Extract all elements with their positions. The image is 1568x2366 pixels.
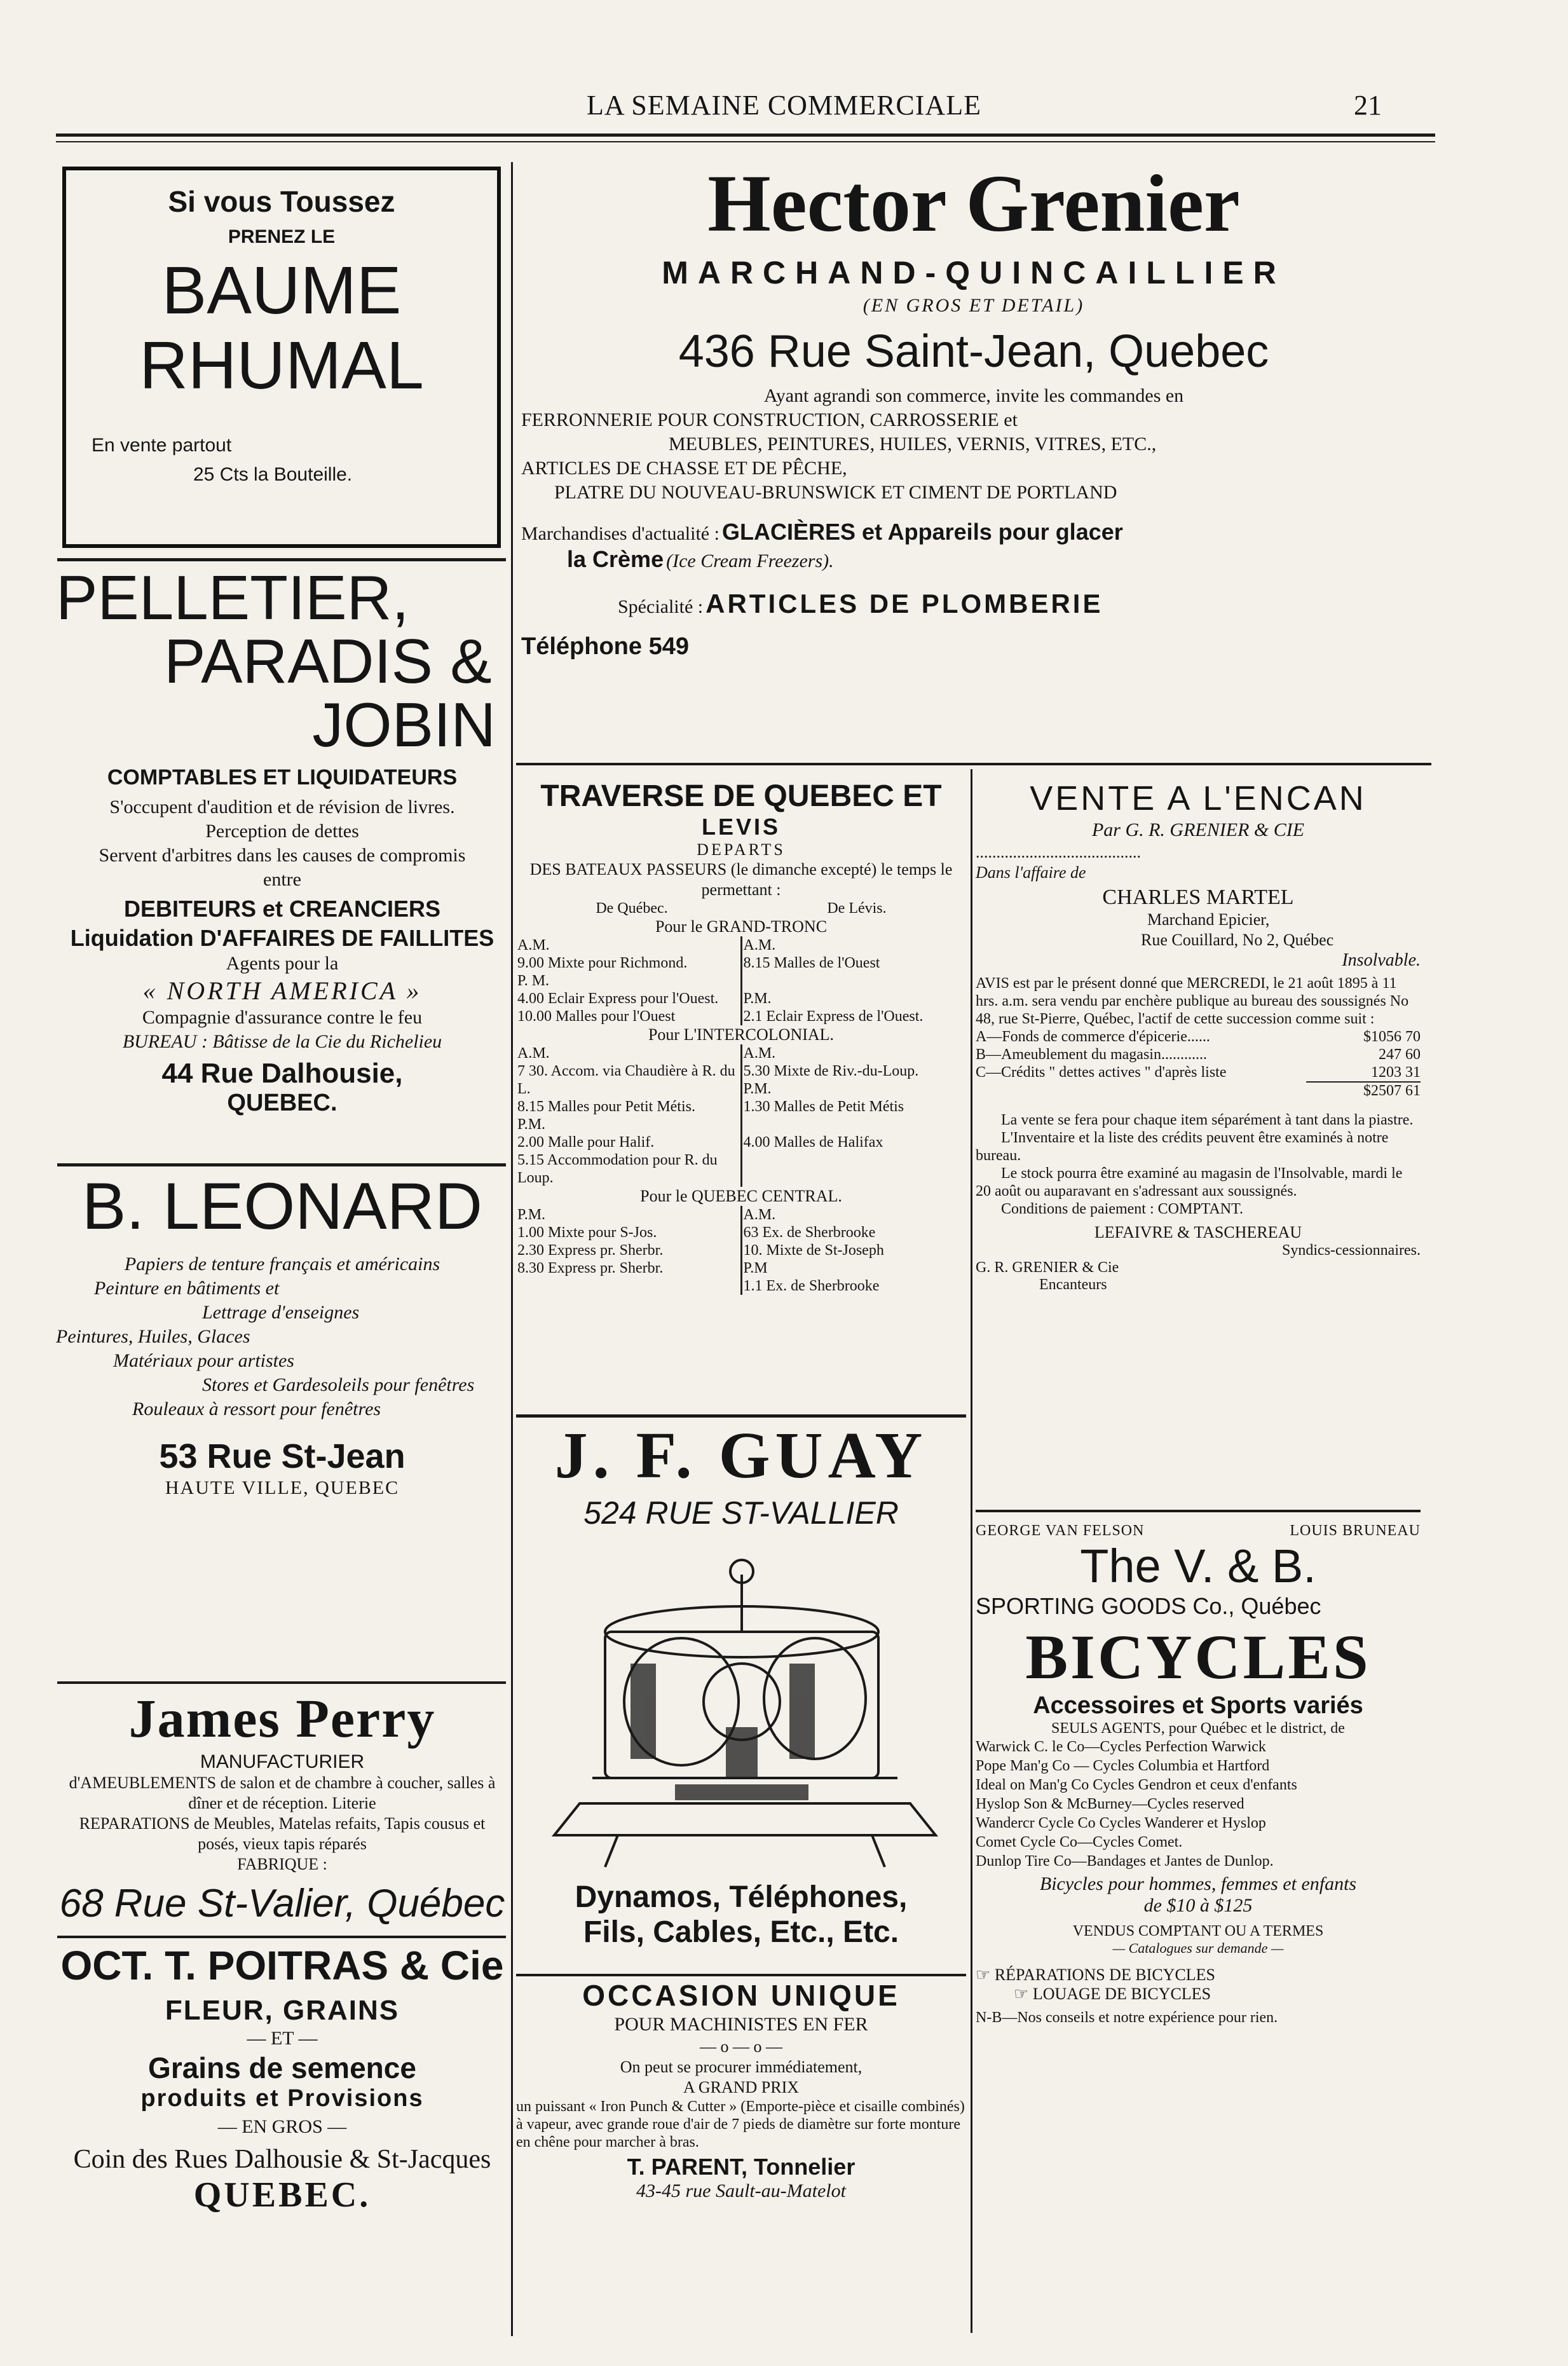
leonard-l3: Lettrage d'enseignes bbox=[202, 1302, 360, 1323]
encan-item-row bbox=[976, 1046, 1421, 1063]
pointing-hand-icon: ☞ bbox=[976, 1966, 991, 1984]
poitras-l5: — EN GROS — bbox=[217, 2116, 347, 2137]
poitras-l4: produits et Provisions bbox=[140, 2085, 424, 2112]
schedule-entry: 1.00 Mixte pour S-Jos. bbox=[517, 1224, 657, 1241]
masthead-title: LA SEMAINE COMMERCIALE bbox=[587, 90, 981, 121]
pelletier-subtitle: COMPTABLES ET LIQUIDATEURS bbox=[107, 765, 458, 790]
encan-addr: Rue Couillard, No 2, Québec bbox=[1141, 931, 1334, 949]
vb-big: BICYCLES bbox=[1025, 1622, 1371, 1692]
guay-l2: Fils, Cables, Etc., Etc. bbox=[583, 1915, 899, 1949]
vb-l13: RÉPARATIONS DE BICYCLES bbox=[994, 1966, 1216, 1984]
poitras-ad bbox=[56, 1940, 508, 2215]
schedule-entry: 8.30 Express pr. Sherbr. bbox=[517, 1260, 664, 1276]
pelletier-l1: S'occupent d'audition et de révision de livres. bbox=[109, 797, 455, 817]
encan-t3: L'Inventaire et la liste des crédits peuvent être examinés à notre bureau. bbox=[976, 1130, 1389, 1164]
grenier-l2: FERRONNERIE POUR CONSTRUCTION, CARROSSERIE et bbox=[521, 409, 1018, 430]
grenier-l6b: GLACIÈRES et Appareils pour glacer bbox=[721, 519, 1123, 545]
traverse-note: DES BATEAUX PASSEURS (le dimanche excepté) le temps le permettant : bbox=[529, 860, 953, 899]
leonard-l9: HAUTE VILLE, QUEBEC bbox=[165, 1477, 400, 1498]
encan-trade: Marchand Epicier, bbox=[1147, 910, 1270, 929]
baume-line1: Si vous Toussez bbox=[168, 185, 395, 218]
poitras-l6: Coin des Rues Dalhousie & St-Jacques bbox=[73, 2145, 491, 2174]
schedule-grand-tronc bbox=[516, 936, 966, 1025]
occasion-l6: T. PARENT, Tonnelier bbox=[627, 2154, 856, 2180]
header-rule bbox=[56, 133, 1435, 137]
grenier-address: 436 Rue Saint-Jean, Quebec bbox=[678, 326, 1269, 377]
page-number: 21 bbox=[1354, 90, 1382, 121]
schedule-entry: A.M. bbox=[743, 1045, 776, 1062]
schedule-entry: 9.00 Mixte pour Richmond. bbox=[517, 955, 688, 971]
grenier-phone: Téléphone 549 bbox=[521, 633, 689, 660]
perry-l4: 68 Rue St-Valier, Québec bbox=[59, 1882, 505, 1925]
grenier-l6a: Marchandises d'actualité : bbox=[521, 523, 719, 544]
pelletier-ad bbox=[56, 563, 508, 1117]
schedule-entry: 7 30. Accom. via Chaudière à R. du L. bbox=[517, 1063, 735, 1097]
baume-line6: 25 Cts la Bouteille. bbox=[193, 464, 353, 485]
vb-acc: Accessoires et Sports variés bbox=[1033, 1692, 1363, 1719]
schedule-entry: 1.1 Ex. de Sherbrooke bbox=[743, 1278, 880, 1294]
poitras-l7: QUEBEC. bbox=[193, 2175, 371, 2215]
encan-title: VENTE A L'ENCAN bbox=[1030, 779, 1367, 817]
leonard-l5: Matériaux pour artistes bbox=[113, 1350, 294, 1371]
schedule-entry bbox=[744, 972, 965, 990]
encan-sig4: Encanteurs bbox=[1039, 1276, 1107, 1293]
encan-sig3: G. R. GRENIER & Cie bbox=[976, 1259, 1119, 1276]
encan-item-label: C—Crédits " dettes actives " d'après liste bbox=[976, 1064, 1227, 1081]
occasion-l5: un puissant « Iron Punch & Cutter » (Emporte-pièce et cisaille combinés) à vapeur, avec grande roue d'air de 7 pieds de diamètre sur forte monture en chêne pour marcher à bras. bbox=[516, 2098, 965, 2151]
pelletier-l6: Agents pour la bbox=[226, 953, 339, 974]
leonard-l8: 53 Rue St-Jean bbox=[159, 1437, 406, 1475]
vb-l15: N-B—Nos conseils et notre expérience pour rien. bbox=[976, 2009, 1278, 2026]
grenier-name: Hector Grenier bbox=[707, 158, 1240, 249]
schedule-entry: 8.15 Malles pour Petit Métis. bbox=[517, 1098, 695, 1115]
schedule-entry: P.M. bbox=[517, 1116, 546, 1133]
vb-l2: Warwick C. le Co—Cycles Perfection Warwick bbox=[976, 1739, 1266, 1755]
perry-l1: d'AMEUBLEMENTS de salon et de chambre à coucher, salles à dîner et de réception. Literie bbox=[69, 1774, 496, 1812]
encan-dots: ........................................ bbox=[976, 843, 1141, 861]
vb-right: LOUIS BRUNEAU bbox=[1290, 1522, 1421, 1539]
leonard-name: B. LEONARD bbox=[82, 1170, 482, 1243]
schedule-entry: 8.15 Malles de l'Ouest bbox=[743, 955, 880, 971]
grenier-l7b: (Ice Cream Freezers). bbox=[666, 550, 834, 571]
guay-l1: Dynamos, Téléphones, bbox=[575, 1880, 908, 1914]
occasion-l2: — o — o — bbox=[700, 2037, 782, 2056]
traverse-ad bbox=[516, 779, 966, 1295]
schedule-entry: 2.30 Express pr. Sherbr. bbox=[517, 1242, 664, 1259]
vb-name: The V. & B. bbox=[1080, 1540, 1316, 1592]
leonard-l1: Papiers de tenture français et américains bbox=[124, 1254, 440, 1275]
schedule-entry bbox=[744, 1116, 965, 1133]
column-divider bbox=[511, 162, 513, 2336]
schedule-entry: A.M. bbox=[517, 1045, 550, 1062]
header-rule-thin bbox=[56, 141, 1435, 142]
occasion-l1: POUR MACHINISTES EN FER bbox=[614, 2014, 868, 2035]
column-divider bbox=[971, 769, 972, 2333]
encan-ad bbox=[976, 779, 1421, 1294]
baume-line5: En vente partout bbox=[92, 435, 232, 456]
schedule-entry: A.M. bbox=[743, 937, 776, 954]
encan-t5: Conditions de paiement : COMPTANT. bbox=[1001, 1201, 1243, 1217]
guay-ad bbox=[516, 1421, 966, 1950]
occasion-ad bbox=[516, 1978, 966, 2202]
poitras-l3: Grains de semence bbox=[148, 2051, 416, 2084]
encan-sig1: LEFAIVRE & TASCHEREAU bbox=[1094, 1223, 1302, 1241]
pelletier-l10: 44 Rue Dalhousie, bbox=[161, 1058, 403, 1089]
vb-l8: Dunlop Tire Co—Bandages et Jantes de Dunlop. bbox=[976, 1853, 1274, 1870]
pelletier-name1: PELLETIER, bbox=[56, 563, 409, 633]
schedule-intercolonial bbox=[516, 1044, 966, 1187]
occasion-l3: On peut se procurer immédiatement, bbox=[620, 2058, 862, 2076]
schedule-entry: 1.30 Malles de Petit Métis bbox=[743, 1098, 904, 1115]
schedule-entry: P.M. bbox=[743, 990, 772, 1007]
occasion-l7: 43-45 rue Sault-au-Matelot bbox=[636, 2180, 846, 2201]
vb-l14: LOUAGE DE BICYCLES bbox=[1032, 1985, 1211, 2003]
pelletier-l3: Servent d'arbitres dans les causes de compromis entre bbox=[99, 845, 466, 890]
vb-l6: Wandercr Cycle Co Cycles Wanderer et Hyslop bbox=[976, 1815, 1266, 1831]
pelletier-l11: QUEBEC. bbox=[227, 1090, 337, 1116]
grenier-trade: MARCHAND-QUINCAILLIER bbox=[662, 255, 1286, 291]
grenier-l7a: la Crème bbox=[567, 546, 664, 572]
encan-by: Par G. R. GRENIER & CIE bbox=[1091, 819, 1305, 840]
traverse-sec1: Pour le GRAND-TRONC bbox=[655, 917, 828, 936]
pelletier-name2: PARADIS & bbox=[164, 626, 492, 696]
occasion-title: OCCASION UNIQUE bbox=[582, 1979, 900, 2012]
grenier-l3: MEUBLES, PEINTURES, HUILES, VERNIS, VITRES, ETC., bbox=[669, 434, 1157, 455]
encan-item-value: 247 60 bbox=[1379, 1046, 1421, 1063]
schedule-entry: 2.00 Malle pour Halif. bbox=[517, 1134, 655, 1151]
schedule-entry: P.M bbox=[743, 1260, 768, 1276]
pointing-hand-icon: ☞ bbox=[1014, 1985, 1029, 2003]
schedule-entry: 5.30 Mixte de Riv.-du-Loup. bbox=[743, 1063, 919, 1079]
schedule-entry: 4.00 Eclair Express pour l'Ouest. bbox=[517, 990, 719, 1007]
baume-line2: PRENEZ LE bbox=[228, 226, 336, 247]
encan-items bbox=[976, 1028, 1421, 1081]
baume-line3: BAUME bbox=[161, 253, 402, 328]
schedule-entry: A.M. bbox=[517, 937, 550, 954]
traverse-from-levis: De Lévis. bbox=[827, 900, 887, 917]
occasion-l4: A GRAND PRIX bbox=[683, 2078, 800, 2096]
pelletier-name3: JOBIN bbox=[312, 690, 496, 760]
vb-l10: de $10 à $125 bbox=[1143, 1895, 1253, 1916]
encan-case: Dans l'affaire de bbox=[976, 863, 1086, 882]
vb-l1: SEULS AGENTS, pour Québec et le district, de bbox=[1051, 1720, 1345, 1737]
encan-item-label: A—Fonds de commerce d'épicerie...... bbox=[976, 1029, 1210, 1045]
perry-ad bbox=[56, 1688, 508, 1926]
traverse-departs: DEPARTS bbox=[697, 840, 786, 859]
vb-l9: Bicycles pour hommes, femmes et enfants bbox=[1039, 1873, 1357, 1894]
grenier-l4: ARTICLES DE CHASSE ET DE PÊCHE, bbox=[521, 458, 847, 479]
encan-status: Insolvable. bbox=[1342, 950, 1421, 970]
leonard-l2: Peinture en bâtiments et bbox=[94, 1278, 280, 1299]
leonard-l6: Stores et Gardesoleils pour fenêtres bbox=[202, 1374, 475, 1395]
baume-ad-box bbox=[62, 167, 501, 548]
vb-l11: VENDUS COMPTANT OU A TERMES bbox=[1072, 1923, 1324, 1939]
schedule-entry: 4.00 Malles de Halifax bbox=[743, 1134, 883, 1151]
schedule-entry: 5.15 Accommodation pour R. du Loup. bbox=[517, 1152, 718, 1186]
baume-line4: RHUMAL bbox=[139, 328, 424, 403]
poitras-name: OCT. T. POITRAS & Cie bbox=[60, 1943, 504, 1988]
encan-item-row bbox=[976, 1028, 1421, 1046]
grenier-mode: (EN GROS ET DETAIL) bbox=[862, 295, 1085, 316]
encan-item-value: $1056 70 bbox=[1363, 1029, 1421, 1045]
traverse-sec3: Pour le QUEBEC CENTRAL. bbox=[640, 1187, 842, 1205]
schedule-entry: 10. Mixte de St-Joseph bbox=[743, 1242, 884, 1259]
encan-item-label: B—Ameublement du magasin............ bbox=[976, 1046, 1207, 1063]
leonard-l7: Rouleaux à ressort pour fenêtres bbox=[132, 1398, 381, 1419]
encan-t4: Le stock pourra être examiné au magasin de l'Insolvable, mardi le 20 août ou auparavant en s'adressant aux soussignés. bbox=[976, 1165, 1403, 1200]
traverse-title: TRAVERSE DE QUEBEC ET bbox=[540, 779, 942, 813]
encan-text: AVIS est par le présent donné que MERCREDI, le 21 août 1895 à 11 hrs. a.m. sera vendu par enchère publique au bureau des soussignés No 48, rue St-Pierre, Québec, l'actif de cette succession comme suit : bbox=[976, 975, 1409, 1027]
pelletier-l5: Liquidation D'AFFAIRES DE FAILLITES bbox=[70, 925, 494, 951]
punch-cutter-illustration bbox=[516, 1536, 966, 1880]
schedule-entry: 2.1 Eclair Express de l'Ouest. bbox=[743, 1008, 924, 1025]
leonard-ad bbox=[56, 1171, 508, 1500]
pelletier-l4: DEBITEURS et CREANCIERS bbox=[123, 896, 441, 922]
pelletier-l9: BUREAU : Bâtisse de la Cie du Richelieu bbox=[122, 1031, 442, 1052]
vb-l3: Pope Man'g Co — Cycles Columbia et Hartford bbox=[976, 1758, 1270, 1774]
vb-l12: — Catalogues sur demande — bbox=[1112, 1940, 1284, 1956]
encan-sig2: Syndics-cessionnaires. bbox=[1282, 1242, 1421, 1259]
traverse-title2: LEVIS bbox=[701, 814, 781, 840]
grenier-l5: PLATRE DU NOUVEAU-BRUNSWICK ET CIMENT DE PORTLAND bbox=[554, 482, 1117, 503]
schedule-entry: P. M. bbox=[517, 973, 550, 989]
schedule-entry: 10.00 Malles pour l'Ouest bbox=[517, 1008, 676, 1025]
perry-name: James Perry bbox=[128, 1688, 436, 1749]
vb-l5: Hyslop Son & McBurney—Cycles reserved bbox=[976, 1796, 1244, 1812]
schedule-entry: P.M. bbox=[743, 1081, 772, 1097]
leonard-l4: Peintures, Huiles, Glaces bbox=[56, 1326, 250, 1347]
guay-address: 524 RUE ST-VALLIER bbox=[583, 1495, 899, 1531]
perry-subtitle: MANUFACTURIER bbox=[200, 1751, 365, 1772]
vb-ad bbox=[976, 1522, 1421, 2027]
poitras-l2: — ET — bbox=[247, 2028, 318, 2049]
encan-name: CHARLES MARTEL bbox=[1102, 886, 1294, 909]
pelletier-l8: Compagnie d'assurance contre le feu bbox=[142, 1007, 423, 1028]
traverse-from-quebec: De Québec. bbox=[596, 900, 668, 917]
encan-item-value: 1203 31 bbox=[1371, 1064, 1421, 1081]
encan-t2: La vente se fera pour chaque item séparément à tant dans la piastre. bbox=[1001, 1112, 1414, 1128]
grenier-l8b: ARTICLES DE PLOMBERIE bbox=[706, 589, 1103, 619]
traverse-sec2: Pour L'INTERCOLONIAL. bbox=[648, 1025, 835, 1044]
schedule-entry: A.M. bbox=[743, 1207, 776, 1223]
perry-l2: REPARATIONS de Meubles, Matelas refaits, Tapis cousus et posés, vieux tapis réparés bbox=[79, 1814, 486, 1853]
pelletier-l7: « NORTH AMERICA » bbox=[142, 976, 422, 1005]
schedule-entry: 63 Ex. de Sherbrooke bbox=[743, 1224, 876, 1241]
encan-total: $2507 61 bbox=[1306, 1081, 1421, 1100]
guay-name: J. F. GUAY bbox=[554, 1419, 928, 1492]
perry-l3: FABRIQUE : bbox=[237, 1855, 327, 1873]
encan-item-row bbox=[976, 1063, 1421, 1081]
poitras-l1: FLEUR, GRAINS bbox=[165, 1995, 400, 2026]
grenier-l8a: Spécialité : bbox=[618, 596, 704, 617]
grenier-l1: Ayant agrandi son commerce, invite les commandes en bbox=[763, 385, 1184, 406]
vb-l7: Comet Cycle Co—Cycles Comet. bbox=[976, 1834, 1183, 1850]
vb-left: GEORGE VAN FELSON bbox=[976, 1522, 1145, 1539]
vb-sub: SPORTING GOODS Co., Québec bbox=[976, 1593, 1321, 1619]
grenier-ad bbox=[516, 159, 1431, 660]
vb-l4: Ideal on Man'g Co Cycles Gendron et ceux d'enfants bbox=[976, 1777, 1297, 1793]
schedule-entry: P.M. bbox=[517, 1207, 546, 1223]
schedule-quebec-central bbox=[516, 1206, 966, 1295]
pelletier-l2: Perception de dettes bbox=[205, 821, 359, 842]
